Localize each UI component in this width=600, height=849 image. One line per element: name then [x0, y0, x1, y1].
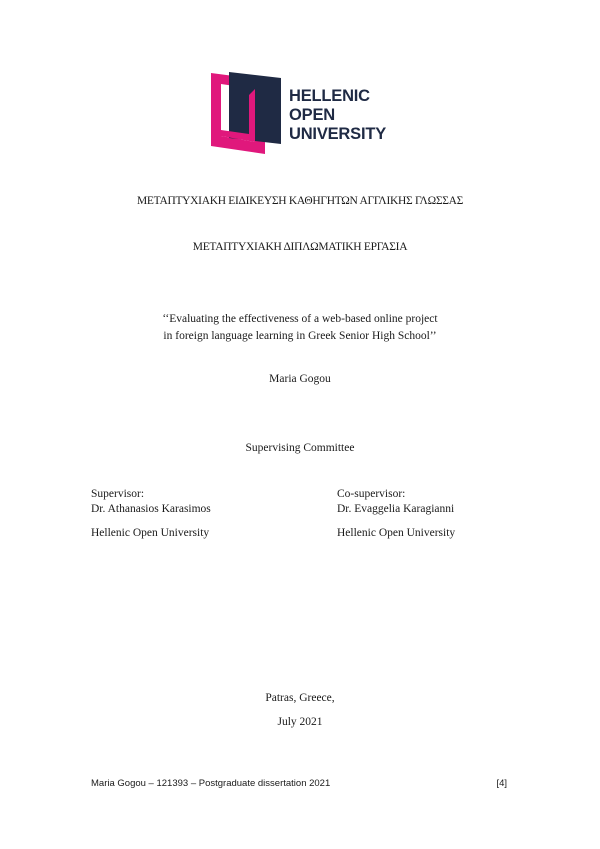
committee-heading: Supervising Committee	[245, 442, 355, 454]
university-logo	[211, 70, 386, 154]
supervisor-institution: Hellenic Open University	[91, 527, 210, 539]
logo-line-1: HELLENIC	[289, 87, 370, 105]
thesis-title-line-2: in foreign language learning in Greek Senior High School’’	[163, 330, 437, 342]
logo-emblem-icon	[211, 70, 281, 154]
logo-line-3: UNIVERSITY	[289, 125, 387, 143]
co-supervisor-role: Co-supervisor:	[337, 488, 406, 500]
place: Patras, Greece,	[265, 692, 335, 704]
program-title: ΜΕΤΑΠΤΥΧΙΑΚΗ ΕΙΔΙΚΕΥΣΗ ΚΑΘΗΓΗΤΩΝ ΑΓΓΛΙΚΗΣ ΓΛΩΣΣΑΣ	[136, 195, 464, 207]
thesis-title-line-1: ‘‘Evaluating the effectiveness of a web-based online project	[162, 313, 438, 325]
thesis-title	[0, 311, 600, 345]
logo-line-2: OPEN	[289, 106, 335, 124]
footer-text: Maria Gogou – 121393 – Postgraduate dissertation 2021	[91, 778, 331, 789]
supervisor-block	[91, 487, 211, 541]
co-supervisor-block	[337, 487, 455, 541]
page-footer	[91, 778, 507, 789]
co-supervisor-institution: Hellenic Open University	[337, 527, 456, 539]
supervisor-name: Dr. Athanasios Karasimos	[91, 503, 211, 515]
date: July 2021	[277, 716, 323, 728]
supervisor-role: Supervisor:	[91, 488, 145, 500]
author-name: Maria Gogou	[269, 373, 331, 385]
thesis-type-title: ΜΕΤΑΠΤΥΧΙΑΚΗ ΔΙΠΛΩΜΑΤΙΚΗ ΕΡΓΑΣΙΑ	[192, 241, 408, 253]
page-number: [4]	[496, 778, 507, 789]
co-supervisor-name: Dr. Evaggelia Karagianni	[337, 503, 455, 515]
logo-wordmark	[289, 87, 386, 144]
